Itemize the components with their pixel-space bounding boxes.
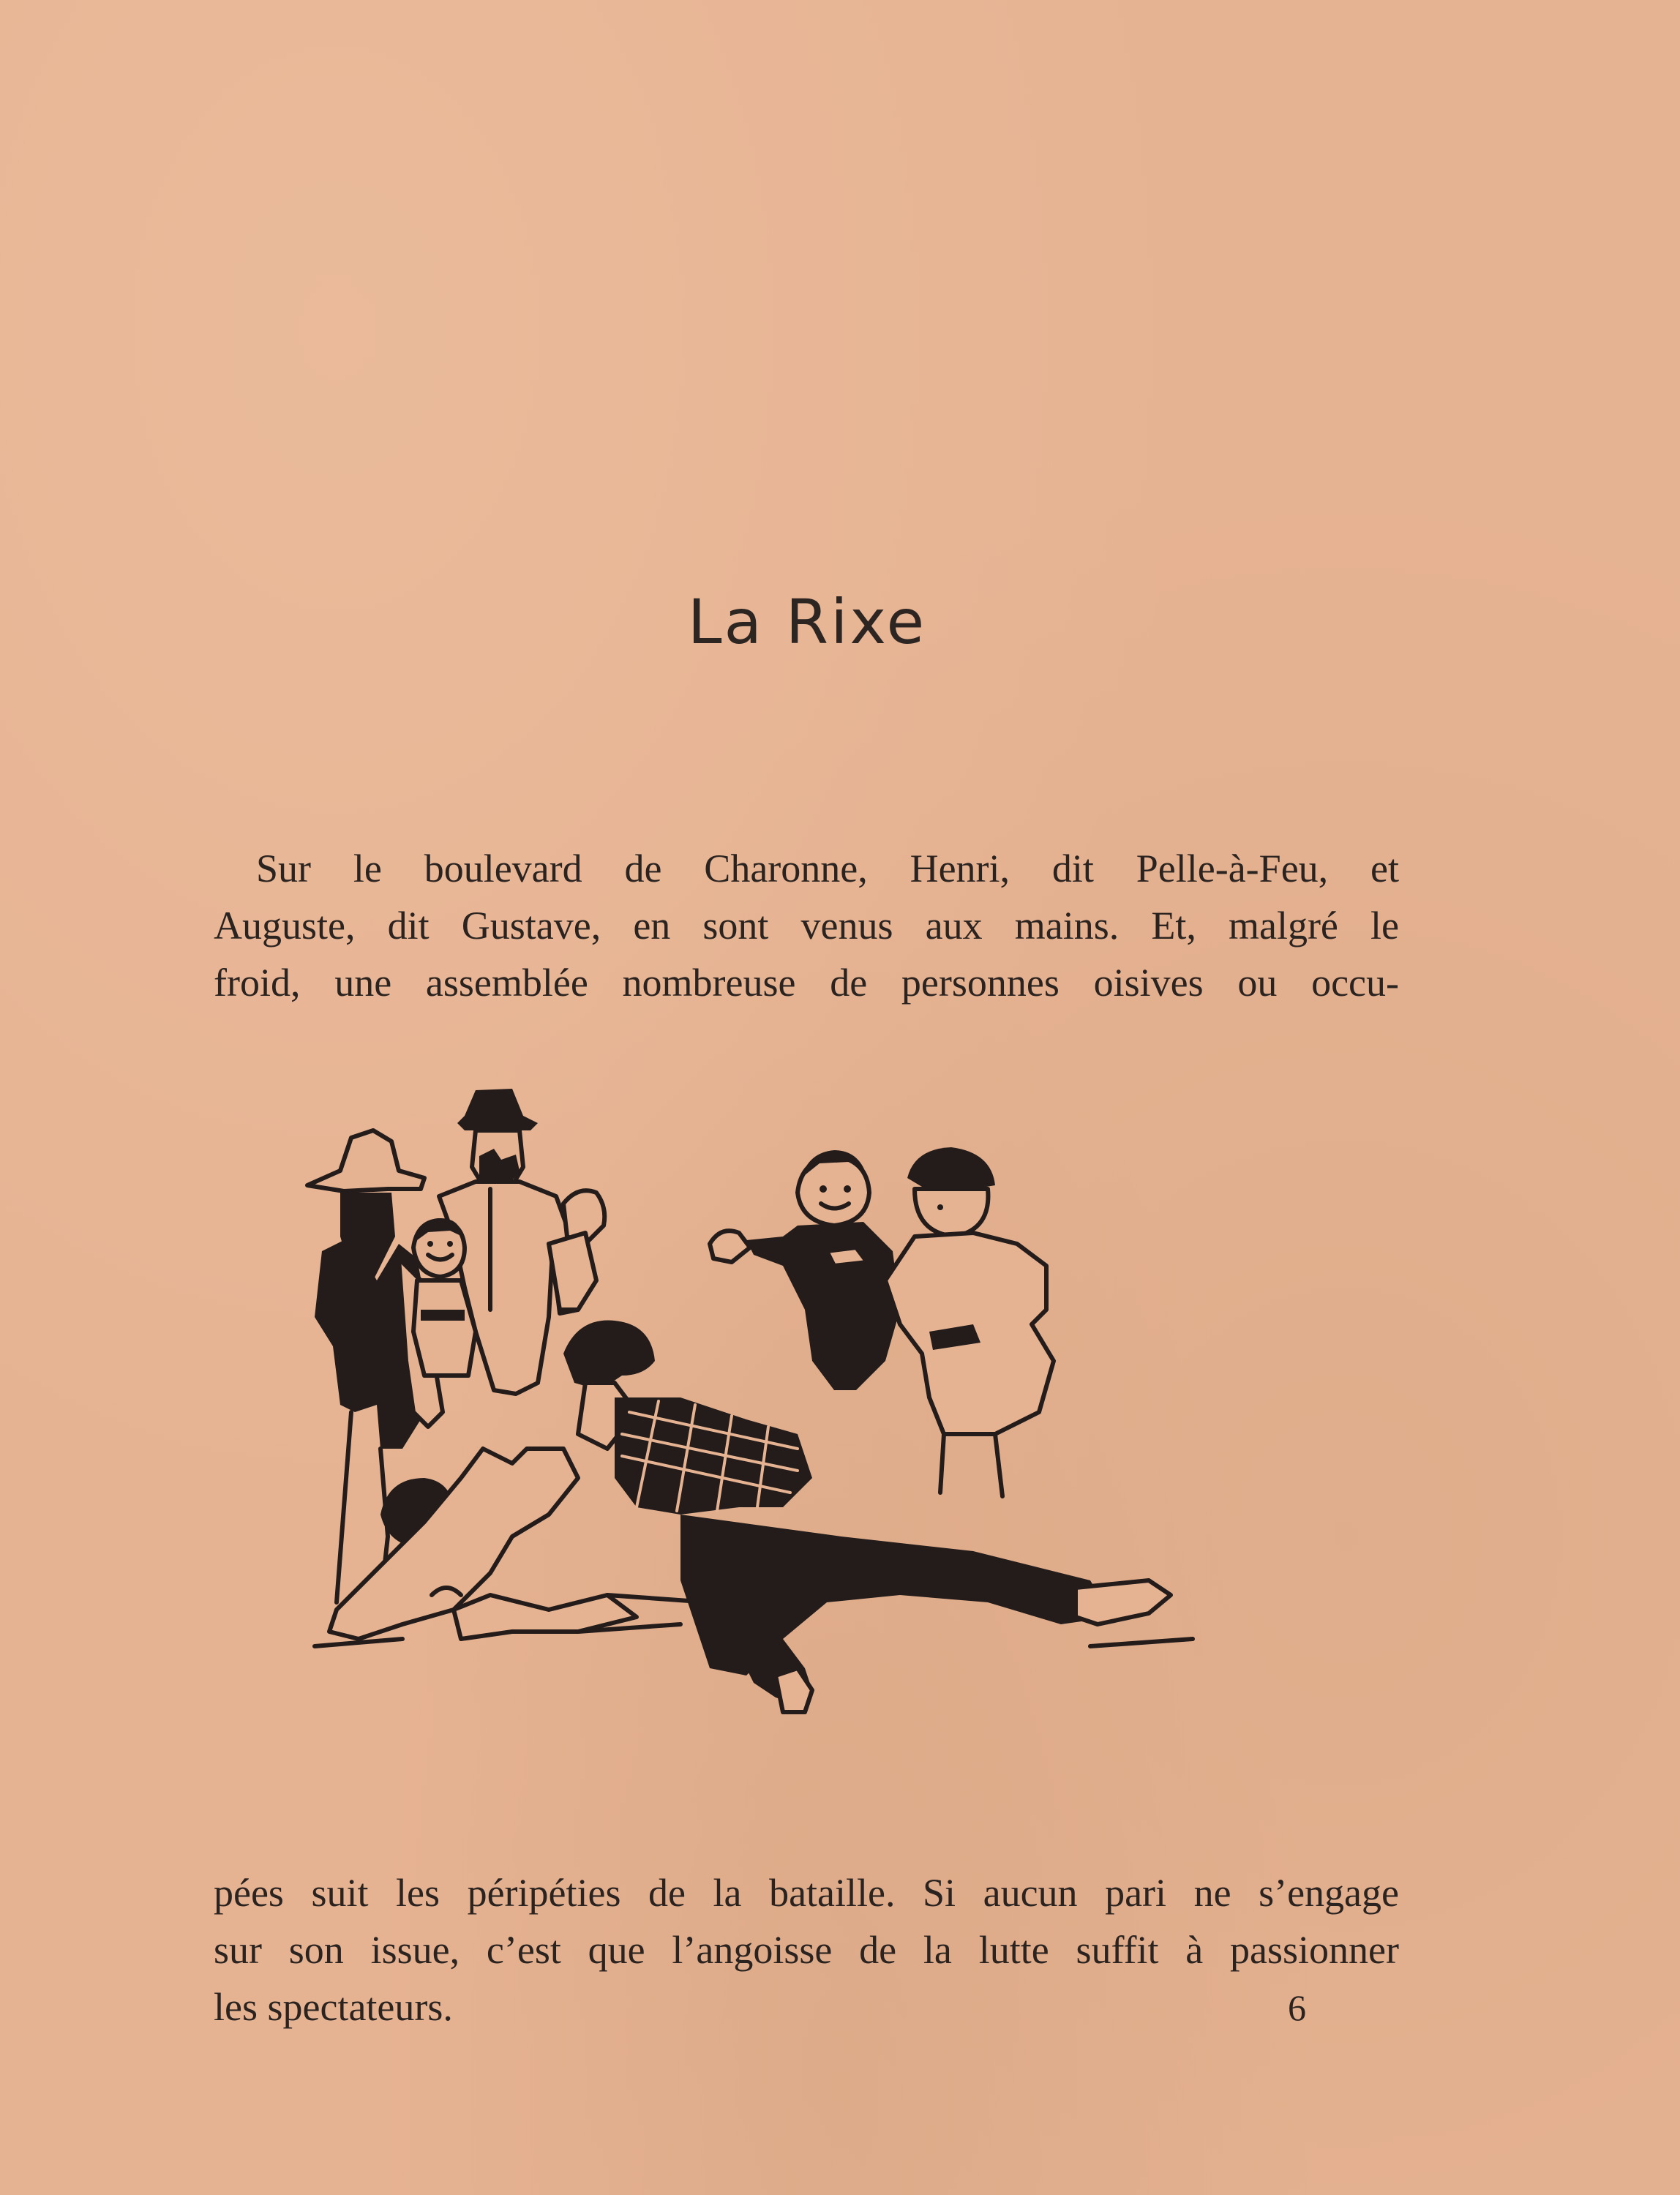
boy-waving (710, 1150, 900, 1390)
text-line: Auguste, dit Gustave, en sont venus aux mains. Et, malgré le (214, 904, 1399, 948)
page-number: 6 (1288, 1987, 1306, 2028)
boy-with-cap (885, 1147, 1054, 1496)
paragraph-bottom (214, 1864, 1399, 2035)
text-line: pées suit les péripéties de la bataille. Si aucun pari ne s’engage (214, 1871, 1399, 1915)
paragraph-top (214, 840, 1399, 1011)
text-line: sur son issue, c’est que l’angoisse de la lutte suffit à passionner (214, 1928, 1399, 1972)
text-line: les spectateurs. (214, 1985, 453, 2029)
page-title: La Rixe (687, 586, 927, 658)
text-line: froid, une assemblée nombreuse de personnes oisives ou occu- (214, 961, 1399, 1005)
brawl-illustration (271, 1068, 1383, 1822)
text-line: Sur le boulevard de Charonne, Henri, dit Pelle-à-Feu, et (256, 847, 1399, 890)
